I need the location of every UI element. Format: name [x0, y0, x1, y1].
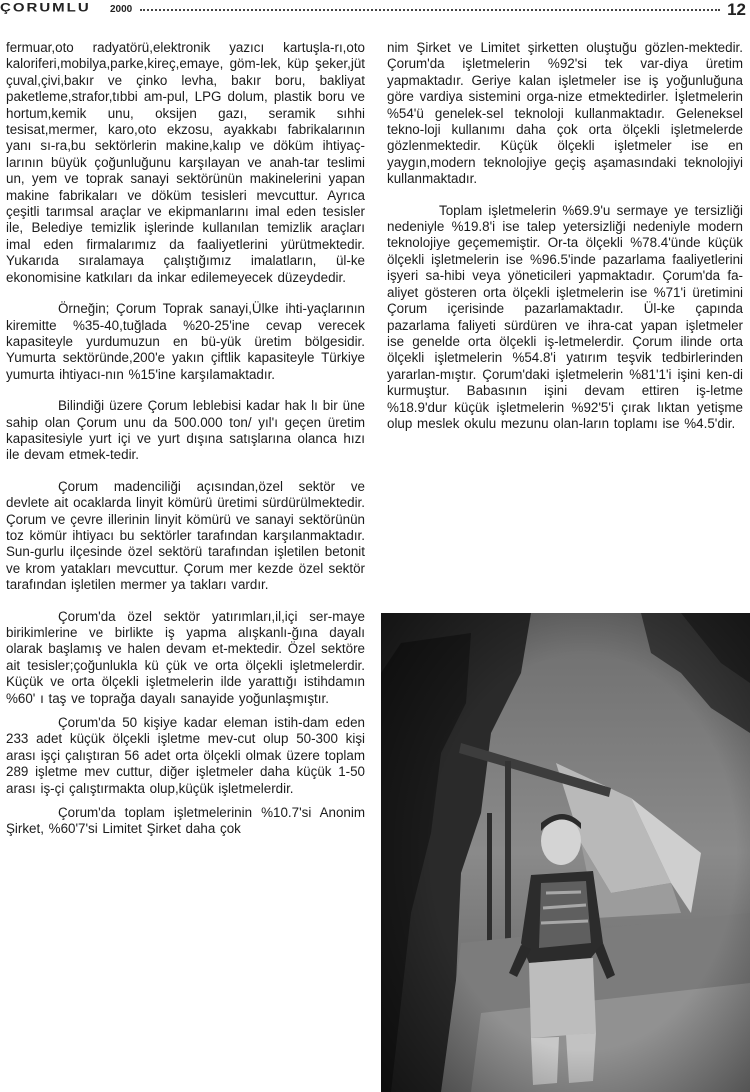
magazine-title: ÇORUMLU — [0, 1, 91, 15]
body-paragraph: Çorum'da toplam işletmelerinin %10.7'si Anonim Şirket, %60'7'si Limitet Şirket daha çok — [6, 805, 365, 837]
running-header — [0, 0, 750, 22]
header-dot-leader — [140, 9, 720, 11]
body-paragraph: Çorum'da 50 kişiye kadar eleman istih-dam eden 233 adet küçük ölçekli işletme mev-cut olup 50-300 kişi arası işçi çalıştıran 56 adet orta ölçekli olmak üzere toplam 289 işletme mev cuttur, diğer işletmeler daha küçük 1-50 arası iş-çi çalıştırmakta olup,küçük işletmelerdir. — [6, 715, 365, 796]
page-number: 12 — [727, 0, 746, 19]
body-paragraph: Çorum'da özel sektör yatırımları,il,içi ser-maye birikimlerine ve birlikte iş yapma alışkanlı-ğına dayalı olarak başlamış ve halen devam et-mektedir. Özel sektöre ait tesisler;çoğunlukla kü çük ve orta ölçekli işletmelerdir. Küçük ve orta ölçekli işletmelerin ilde yarattığı istihdamın %60' ı taş ve toprağa dayalı sanayide yoğunlaşmıştır. — [6, 608, 365, 706]
historic-photograph — [381, 613, 750, 1092]
issue-year: 2000 — [110, 4, 133, 15]
right-column — [387, 40, 743, 447]
body-paragraph: Toplam işletmelerin %69.9'u sermaye ye tersizliği nedeniyle %19.8'i ise talep yetersizliği nedeniyle modern teknolojiye geçememiştir. Or-ta ölçekli %78.4'ünde küçük ölçekli işletmelerin ise %96.5'inde pazarlama faaliyetlerini işyeri sa-hibi veya yöneticileri yapmaktadır. Çorum'da fa-aliyet gösteren orta ölçekli işletmelerin ise %71'i üretimini Çorum içerisinde pazarlamaktadır. Ül-ke çapında pazarlama faliyeti sürdüren ve ihra-cat yapan işletmeler ise genelde orta ölçekli iş-letmelerdir. Çorum ilinde orta ölçekli işletmelerin %54.8'i yatırım teşvik tedbirlerinden yararlan-mıştır. Çorum'daki işletmelerin %81'1'i işini ken-di kurmuştur. Babasının işini devam ettiren iş-letme %18.9'dur küçük işletmelerin %92'5'i çırak lıktan yetişme olup meslek okulu mezunu olan-ların toplamı ise %4.5'dir. — [387, 202, 743, 431]
left-column — [6, 40, 365, 853]
body-paragraph: Bilindiği üzere Çorum leblebisi kadar hak lı bir üne sahip olan Çorum unu da 500.000 ton/ yıl'ı geçen üretim kapasitesiyle yurt içi ve yurt dışına satışlarına olanca hızı ile devam etmek-tedir. — [6, 398, 365, 463]
body-paragraph: nim Şirket ve Limitet şirketten oluştuğu gözlen-mektedir. Çorum'da işletmelerin %92'si tek var-diya üretim yapmaktadır. Geriye kalan işletmeler ise iş yoğunluğuna göre vardiya sistemini orga-nize etmektedirler. İşletmelerin %54'ü genelek-sel teknoloji kullanmaktadır. Geleneksel tekno-loji kullanımı daha çok orta ölçekli işletmelerde gözlenmektedir. Küçük ölçekli işletmeler ise en yaygın,modern teknolojiye geçiş aşamasındaki teknolojiyi kullanmaktadır. — [387, 40, 743, 187]
body-paragraph: Çorum madenciliği açısından,özel sektör ve devlete ait ocaklarda linyit kömürü üretimi sürdürülmektedir. Çorum ve çevre illerinin linyit kömürü ve sanayi sektörünün toz kömür ihtiyacı bu sektörler tarafından karşılanmaktadır. Sun-gurlu ilçesinde özel sektörü tarafından işletilen betonit ve krom yatakları mevcuttur. Çorum mer kezde özel sektör tarafından işletilen mermer ya takları vardır. — [6, 478, 365, 593]
body-paragraph: Örneğin; Çorum Toprak sanayi,Ülke ihti-yaçlarının kiremitte %35-40,tuğlada %20-25'ine cevap verecek kapasiteyle yurdumuzun en bü-yük üretim bölgesidir. Yumurta sektöründe,200'e yakın çiftlik kapasiteyle Türkiye yumurta ihtiyacı-nın %15'ine karşılamaktadır. — [6, 301, 365, 382]
photo-icon — [381, 613, 750, 1092]
body-paragraph: fermuar,oto radyatörü,elektronik yazıcı kartuşla-rı,oto kaloriferi,mobilya,parke,kireç,emaye, göm-lek, küp şeker,jüt çuval,çivi,bakır ve çinko levha, bakır boru, bakliyat paketleme,strafor,tıbbi am-pul, LPG dolum, plastik boru ve hortum,kemik unu, oksijen gazı, seramik sıhhi tesisat,mermer, karo,oto ekzosu, ayakkabı fabrikalarının yanı sı-ra,bu sektörlerin makine,kalıp ve döküm ihtiyaç-larının büyük çoğunluğunu karşılayan ve anah-tar teslimi un, yem ve toprak sanayi sektörünün makinelerini yapan makine fabrikaları ve döküm tesisleri mevcuttur. Ayrıca çeşitli tarımsal araçlar ve ekipmanlarını imal eden tesisler ile, Belediye temizlik işlerinde kullanılan temizlik araçları imal eden firmalarımız da faaliyetlerini yürütmektedir. Yukarıda sıralamaya çalıştığımız imalatların, ül-ke ekonomisine katkıları da inkar edilemeyecek düzeydedir. — [6, 40, 365, 285]
